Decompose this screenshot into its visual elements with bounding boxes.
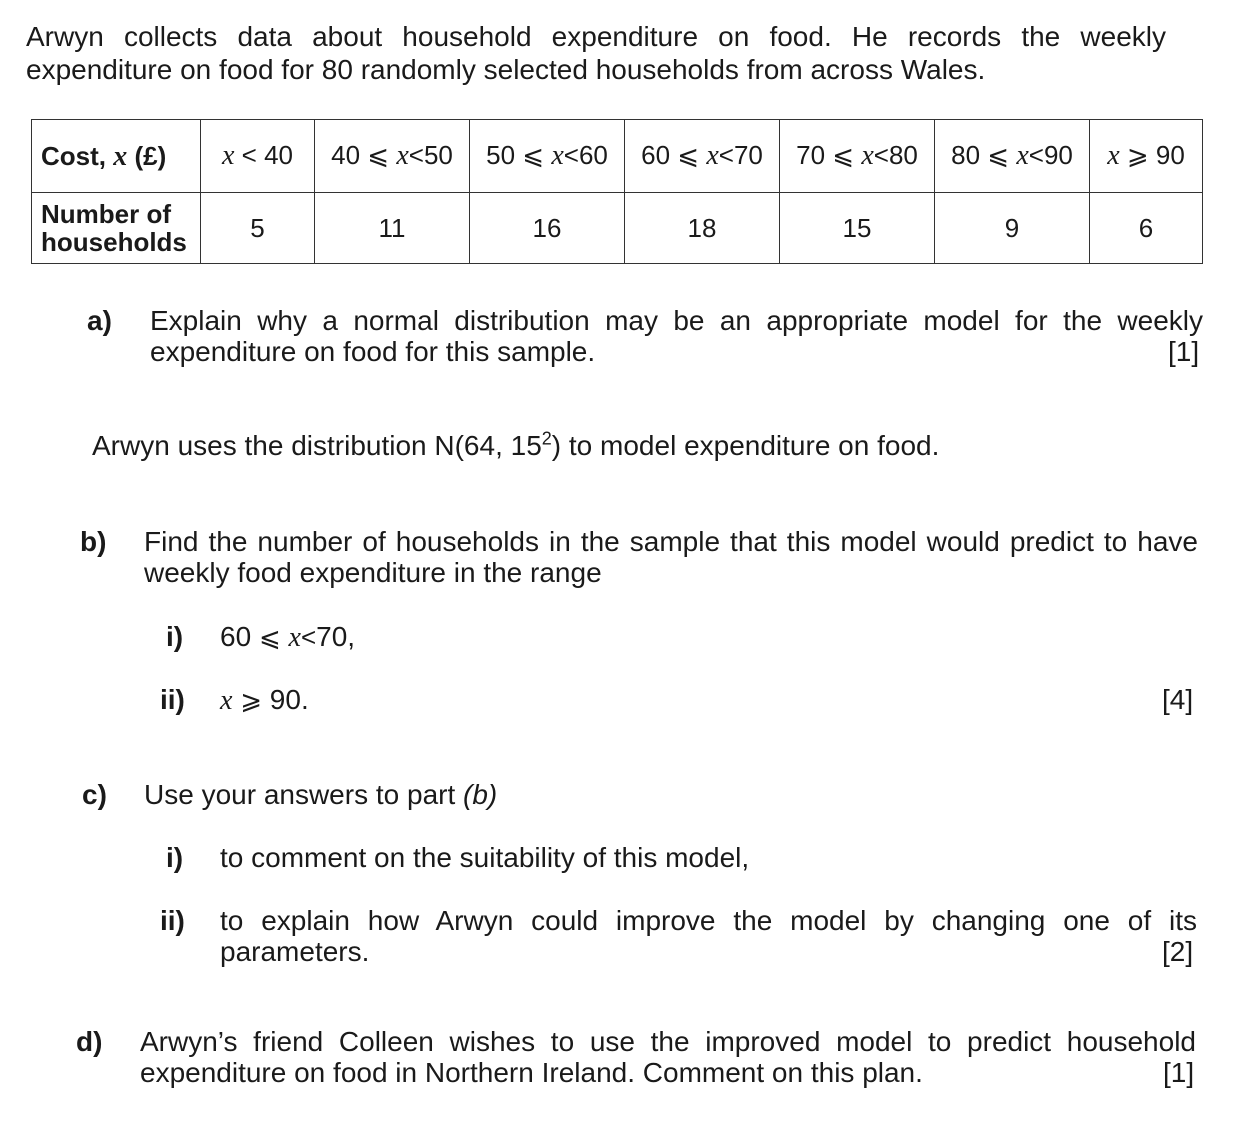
count-cell: 18	[625, 193, 780, 264]
part-a-text	[150, 305, 1203, 367]
part-a-label: a)	[87, 305, 112, 336]
part-b-marks: [4]	[1162, 684, 1194, 715]
intro-line-1: Arwyn collects data about household expenditure on food. He records the weekly	[26, 21, 1166, 52]
cost-header-cell	[32, 120, 201, 193]
part-c-marks: [2]	[1162, 936, 1194, 967]
count-cell: 15	[780, 193, 935, 264]
intro-line-2: expenditure on food for 80 randomly selected households from across Wales.	[26, 54, 986, 85]
part-d-line-1: Arwyn’s friend Colleen wishes to use the improved model to predict household	[140, 1026, 1196, 1057]
expenditure-table	[31, 119, 1203, 264]
cost-header-unit: (£)	[134, 140, 167, 171]
part-c-ii-line-1: to explain how Arwyn could improve the model by changing one of its	[220, 905, 1197, 936]
count-cell: 6	[1090, 193, 1203, 264]
interval-cell: 70 ⩽ x<80	[780, 120, 935, 193]
part-b-line-2: weekly food expenditure in the range	[144, 557, 602, 588]
part-d-marks: [1]	[1163, 1057, 1195, 1088]
part-c-intro	[144, 779, 497, 810]
interval-cell: 80 ⩽ x<90	[935, 120, 1090, 193]
part-b-line-1: Find the number of households in the sample that this model would predict to have	[144, 526, 1198, 557]
part-a-line-2: expenditure on food for this sample.	[150, 336, 596, 367]
part-b-label: b)	[80, 526, 107, 557]
count-cell: 5	[201, 193, 315, 264]
part-c-ii-text	[220, 905, 1197, 967]
part-c-i-text: to comment on the suitability of this model,	[220, 842, 750, 873]
part-b-i-label: i)	[166, 621, 184, 652]
households-header-line-2: households	[41, 227, 187, 257]
part-a-marks: [1]	[1168, 336, 1200, 367]
interval-cell: 50 ⩽ x<60	[470, 120, 625, 193]
part-c-ii-line-2: parameters.	[220, 936, 370, 967]
part-d-label: d)	[76, 1026, 103, 1057]
interval-cell: 40 ⩽ x<50	[315, 120, 470, 193]
part-d-text	[140, 1026, 1196, 1088]
model-exponent: 2	[541, 428, 552, 449]
part-a-line-1: Explain why a normal distribution may be an appropriate model for the weekly	[150, 305, 1203, 336]
households-header-line-1: Number of	[41, 199, 171, 229]
households-row	[32, 193, 1203, 264]
part-b-ii-expression: x ⩾ 90.	[220, 684, 309, 716]
part-b-text	[144, 526, 1198, 588]
count-cell: 9	[935, 193, 1090, 264]
cost-header-var: x	[113, 140, 128, 172]
part-c-label: c)	[82, 779, 107, 810]
part-b-ii-label: ii)	[160, 684, 185, 715]
part-c-i-label: i)	[166, 842, 184, 873]
part-b-i-expression: 60 ⩽ x<70,	[220, 621, 356, 653]
households-header-cell	[32, 193, 201, 264]
part-d-line-2: expenditure on food in Northern Ireland. Comment on this plan.	[140, 1057, 923, 1088]
interval-cell: 60 ⩽ x<70	[625, 120, 780, 193]
count-cell: 16	[470, 193, 625, 264]
cost-header-label: Cost,	[41, 140, 106, 171]
intro-paragraph	[26, 20, 1166, 86]
interval-cell: x < 40	[201, 120, 315, 193]
count-cell: 11	[315, 193, 470, 264]
interval-cell: x ⩾ 90	[1090, 120, 1203, 193]
part-c-intro-text: Use your answers to part	[144, 779, 464, 810]
model-sentence	[92, 430, 939, 461]
part-c-intro-ref: (b)	[463, 779, 498, 810]
model-text-after: ) to model expenditure on food.	[551, 430, 940, 461]
part-c-ii-label: ii)	[160, 905, 185, 936]
model-text-before: Arwyn uses the distribution N(64, 15	[92, 430, 542, 461]
cost-row	[32, 120, 1203, 193]
